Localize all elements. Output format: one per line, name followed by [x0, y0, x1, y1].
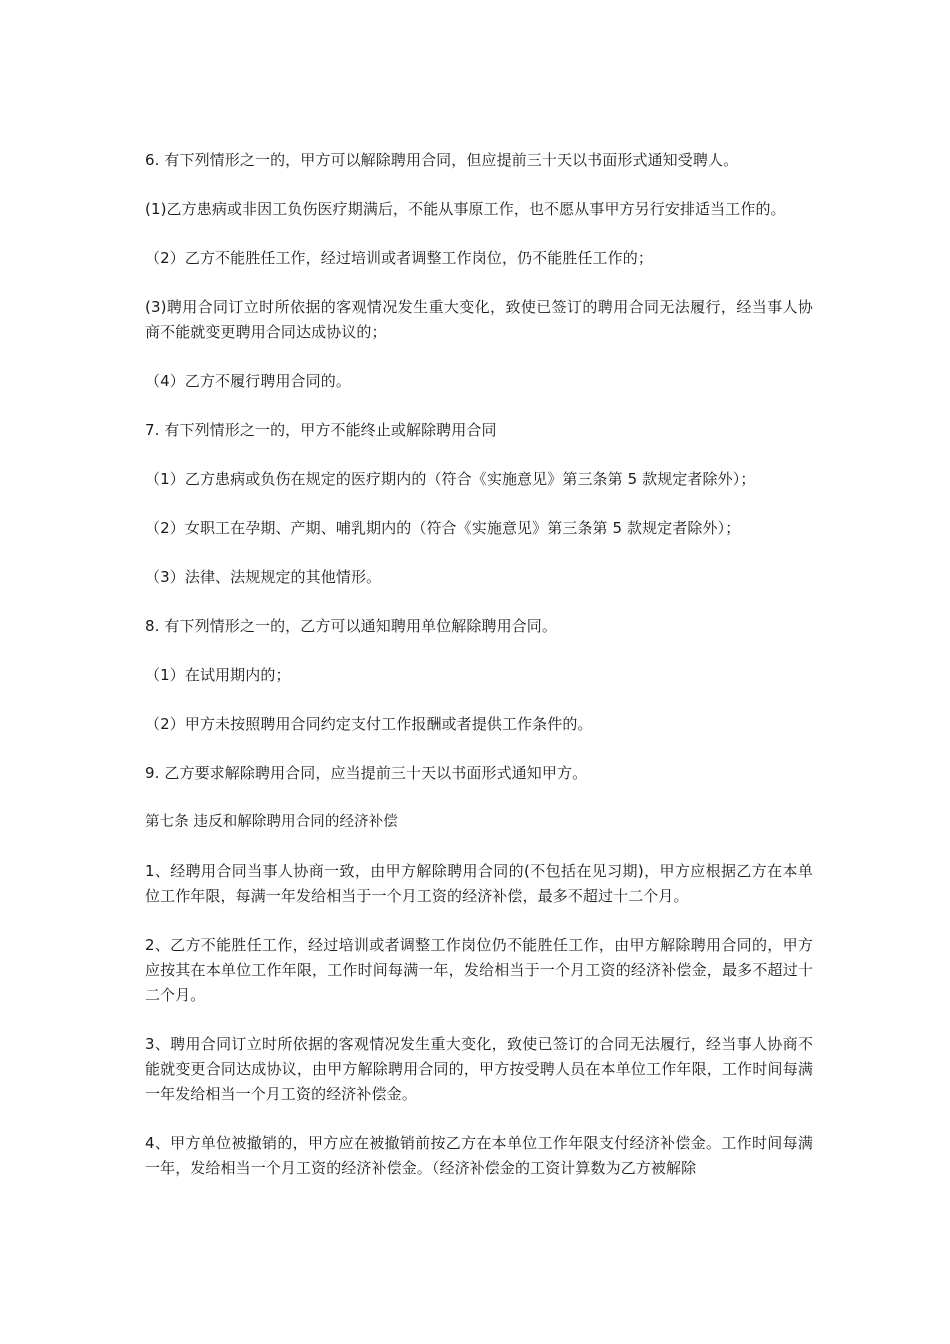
clause-7-item-2: （2）女职工在孕期、产期、哺乳期内的（符合《实施意见》第三条第 5 款规定者除外）；: [145, 519, 741, 537]
compensation-item-4: 4、甲方单位被撤销的，甲方应在被撤销前按乙方在本单位工作年限支付经济补偿金。工作时间每满一年，发给相当一个月工资的经济补偿金。（经济补偿金的工资计算数为乙方被解除: [145, 1134, 813, 1177]
document-body: [145, 148, 813, 1205]
compensation-item-1: 1、经聘用合同当事人协商一致，由甲方解除聘用合同的(不包括在见习期)，甲方应根据乙方在本单位工作年限，每满一年发给相当于一个月工资的经济补偿，最多不超过十二个月。: [145, 862, 813, 905]
clause-7-item-1: （1）乙方患病或负伤在规定的医疗期内的（符合《实施意见》第三条第 5 款规定者除外）；: [145, 470, 756, 488]
clause-8-item-2: （2）甲方未按照聘用合同约定支付工作报酬或者提供工作条件的。: [145, 715, 593, 733]
clause-6-item-4: （4）乙方不履行聘用合同的。: [145, 372, 351, 390]
clause-8-item-1: （1）在试用期内的；: [145, 666, 291, 684]
clause-8: 8. 有下列情形之一的，乙方可以通知聘用单位解除聘用合同。: [145, 617, 557, 635]
clause-9: 9. 乙方要求解除聘用合同，应当提前三十天以书面形式通知甲方。: [145, 764, 588, 782]
clause-6-item-3: (3)聘用合同订立时所依据的客观情况发生重大变化，致使已签订的聘用合同无法履行，经当事人协商不能就变更聘用合同达成协议的；: [145, 298, 813, 341]
compensation-item-3: 3、聘用合同订立时所依据的客观情况发生重大变化，致使已签订的合同无法履行，经当事人协商不能就变更合同达成协议，由甲方解除聘用合同的，甲方按受聘人员在本单位工作年限，工作时间每满一年发给相当一个月工资的经济补偿金。: [145, 1035, 813, 1103]
article-7-heading: 第七条 违反和解除聘用合同的经济补偿: [145, 814, 398, 830]
compensation-item-2: 2、乙方不能胜任工作，经过培训或者调整工作岗位仍不能胜任工作，由甲方解除聘用合同的，甲方应按其在本单位工作年限，工作时间每满一年，发给相当于一个月工资的经济补偿金，最多不超过十二个月。: [145, 936, 813, 1004]
clause-7: 7. 有下列情形之一的，甲方不能终止或解除聘用合同: [145, 421, 497, 439]
clause-6-item-1: (1)乙方患病或非因工负伤医疗期满后，不能从事原工作，也不愿从事甲方另行安排适当工作的。: [145, 200, 786, 218]
clause-7-item-3: （3）法律、法规规定的其他情形。: [145, 568, 382, 586]
clause-6-item-2: （2）乙方不能胜任工作，经过培训或者调整工作岗位，仍不能胜任工作的；: [145, 249, 653, 267]
clause-6: 6. 有下列情形之一的，甲方可以解除聘用合同，但应提前三十天以书面形式通知受聘人。: [145, 151, 739, 169]
